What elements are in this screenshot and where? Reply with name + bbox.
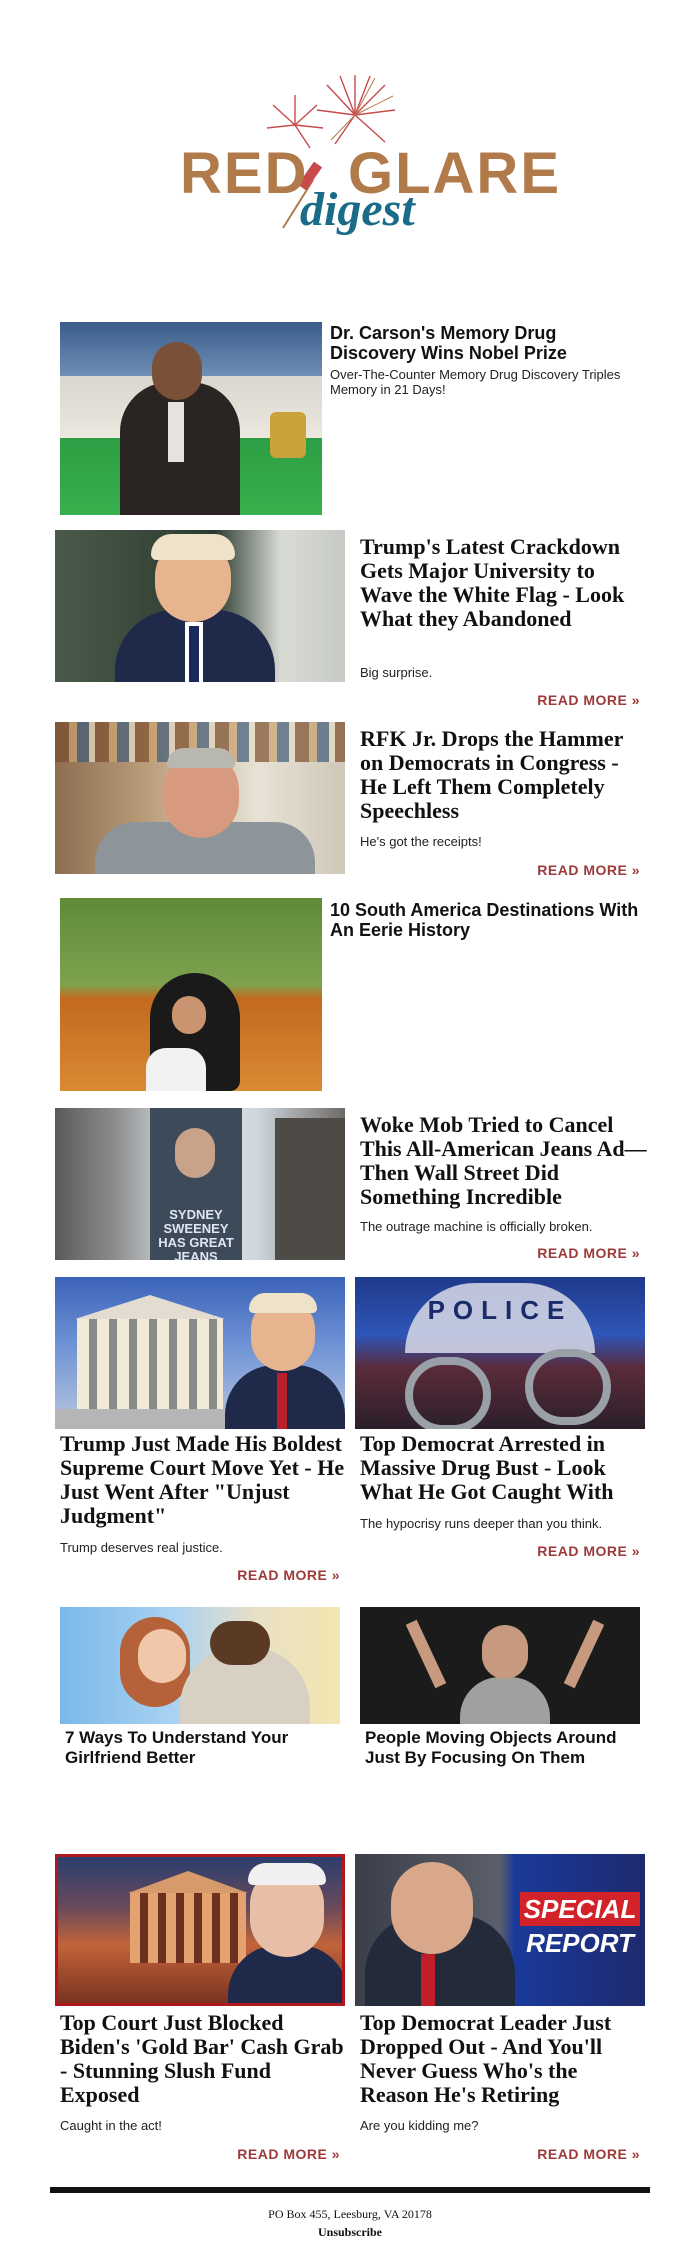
- article-6-subtitle: Trump deserves real justice.: [60, 1540, 223, 1555]
- article-6-read-more-link[interactable]: READ MORE »: [237, 1567, 340, 1583]
- article-7-subtitle: The hypocrisy runs deeper than you think.: [360, 1516, 603, 1531]
- unsubscribe-link[interactable]: Unsubscribe: [317, 2225, 382, 2239]
- article-6-image[interactable]: [55, 1277, 345, 1429]
- article-9-image[interactable]: [360, 1607, 640, 1724]
- special-badge-line1: SPECIAL: [523, 1894, 637, 1924]
- article-2-subtitle: Big surprise.: [360, 665, 433, 680]
- special-badge-line2: REPORT: [526, 1928, 634, 1958]
- article-10-read-more-link[interactable]: READ MORE »: [237, 2146, 340, 2162]
- article-2-title[interactable]: Trump's Latest Crackdown Gets Major University to Wave the White Flag - Look What they Abandoned: [360, 534, 625, 631]
- article-11-subtitle: Are you kidding me?: [360, 2118, 479, 2133]
- article-5-image[interactable]: [55, 1108, 345, 1260]
- article-11-image[interactable]: [355, 1854, 645, 2006]
- article-9-title[interactable]: People Moving Objects Around Just By Focusing On Them: [365, 1728, 617, 1767]
- brand-logo: [180, 70, 561, 250]
- article-3-title[interactable]: RFK Jr. Drops the Hammer on Democrats in Congress - He Left Them Completely Speechless: [360, 726, 623, 823]
- article-8-title[interactable]: 7 Ways To Understand Your Girlfriend Better: [65, 1728, 289, 1767]
- brand-word-digest: digest: [300, 183, 415, 236]
- brand-word-glare: GLARE: [348, 141, 561, 206]
- article-1-title[interactable]: Dr. Carson's Memory Drug Discovery Wins Nobel Prize: [330, 323, 567, 363]
- article-10-subtitle: Caught in the act!: [60, 2118, 162, 2133]
- article-3-subtitle: He's got the receipts!: [360, 834, 482, 849]
- article-2-image[interactable]: [55, 530, 345, 682]
- article-7-image[interactable]: [355, 1277, 645, 1429]
- jeans-banner-text: SYDNEY SWEENEY HAS GREAT JEANS: [158, 1207, 234, 1260]
- article-10-title[interactable]: Top Court Just Blocked Biden's 'Gold Bar' Cash Grab - Stunning Slush Fund Exposed: [60, 2010, 344, 2107]
- article-2-read-more-link[interactable]: READ MORE »: [537, 692, 640, 708]
- article-5-subtitle: The outrage machine is officially broken.: [360, 1219, 593, 1234]
- article-5-title[interactable]: Woke Mob Tried to Cancel This All-American Jeans Ad—Then Wall Street Did Something Incredible: [360, 1112, 647, 1209]
- article-3-read-more-link[interactable]: READ MORE »: [537, 862, 640, 878]
- police-badge-text: POLICE: [427, 1295, 573, 1325]
- footer-address: PO Box 455, Leesburg, VA 20178: [268, 2207, 432, 2221]
- article-3-image[interactable]: [55, 722, 345, 874]
- article-1-image[interactable]: [60, 322, 322, 515]
- article-8-image[interactable]: [60, 1607, 340, 1724]
- article-7-read-more-link[interactable]: READ MORE »: [537, 1543, 640, 1559]
- article-10-image[interactable]: [55, 1854, 345, 2006]
- article-6-title[interactable]: Trump Just Made His Boldest Supreme Court Move Yet - He Just Went After "Unjust Judgment": [60, 1431, 345, 1528]
- article-5-read-more-link[interactable]: READ MORE »: [537, 1245, 640, 1261]
- footer-divider: [50, 2187, 650, 2193]
- brand-word-red: RED: [180, 141, 309, 206]
- article-11-title[interactable]: Top Democrat Leader Just Dropped Out - And You'll Never Guess Who's the Reason He's Retiring: [360, 2010, 612, 2107]
- article-7-title[interactable]: Top Democrat Arrested in Massive Drug Bust - Look What He Got Caught With: [360, 1431, 614, 1504]
- article-1-subtitle: Over-The-Counter Memory Drug Discovery Triples Memory in 21 Days!: [330, 367, 621, 397]
- article-11-read-more-link[interactable]: READ MORE »: [537, 2146, 640, 2162]
- article-4-image[interactable]: [60, 898, 322, 1091]
- article-4-title[interactable]: 10 South America Destinations With An Eerie History: [330, 900, 639, 940]
